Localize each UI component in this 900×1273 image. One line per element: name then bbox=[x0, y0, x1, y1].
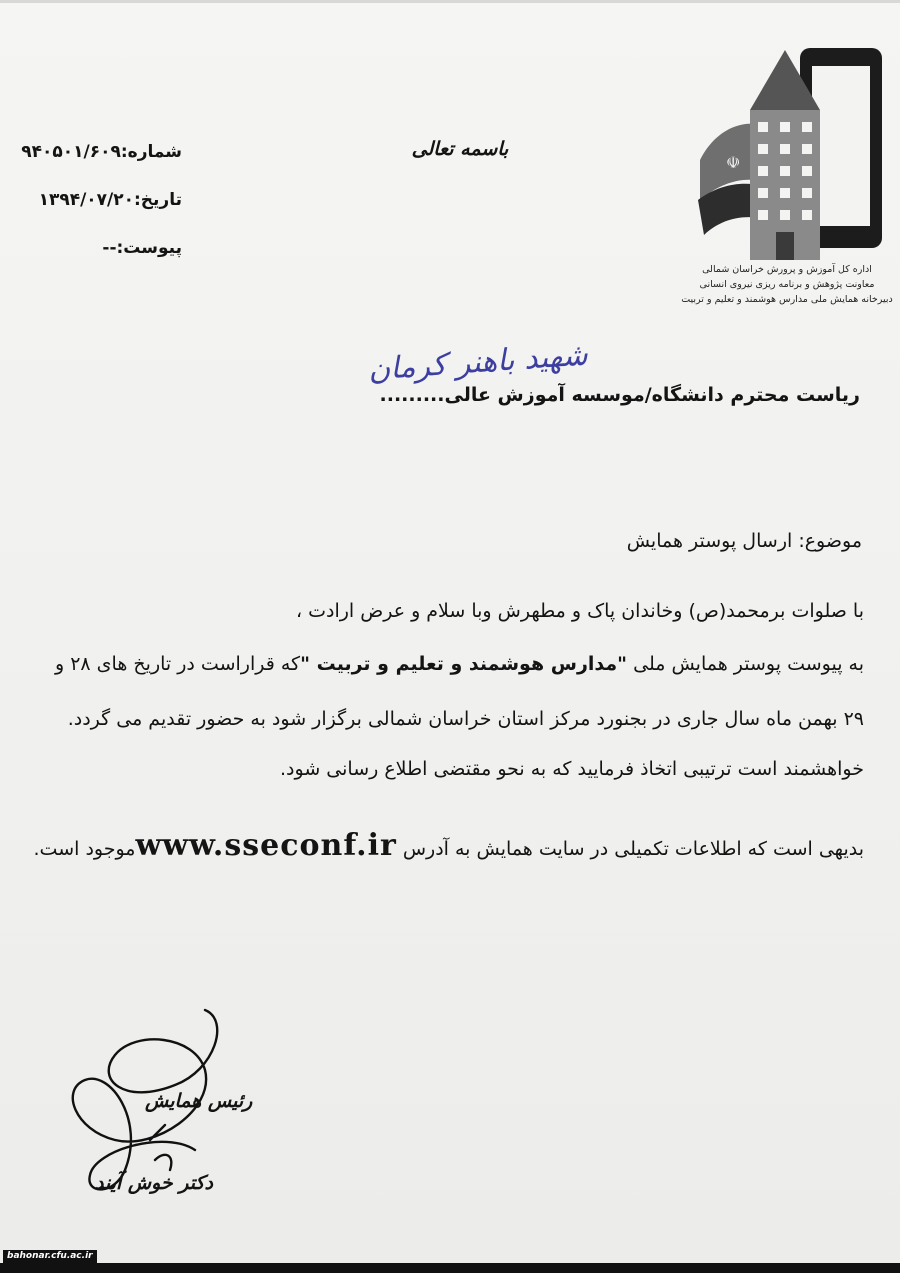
body-line-5 bbox=[24, 828, 864, 863]
salutation: ریاست محترم دانشگاه/موسسه آموزش عالی......... bbox=[379, 384, 860, 406]
conference-name: "مدارس هوشمند و تعلیم و تربیت " bbox=[300, 653, 628, 675]
scan-bottom-edge bbox=[0, 1263, 900, 1273]
website-link[interactable]: www.sseconf.ir bbox=[135, 828, 397, 863]
subject-line: موضوع: ارسال پوستر همایش bbox=[626, 530, 862, 552]
org-line-1: اداره کل آموزش و پرورش خراسان شمالی bbox=[702, 264, 872, 275]
org-line-2: معاونت پژوهش و برنامه ریزی نیروی انسانی bbox=[699, 279, 875, 290]
org-line-3: دبیرخانه همایش ملی مدارس هوشمند و تعلیم و تربیت bbox=[681, 294, 893, 305]
reference-block bbox=[22, 128, 182, 272]
signatory-title: رئیس همایش bbox=[145, 1090, 253, 1112]
body-line-5-end: موجود است. bbox=[33, 838, 136, 860]
letter-date: تاریخ:۱۳۹۴/۰۷/۲۰ bbox=[38, 190, 182, 210]
source-watermark: bahonar.cfu.ac.ir bbox=[3, 1250, 97, 1263]
logo-caption bbox=[672, 262, 900, 307]
body-line-1: با صلوات برمحمد(ص) وخاندان پاک و مطهرش وبا سلام و عرض ارادت ، bbox=[295, 600, 864, 622]
body-line-2-end: که قراراست در تاریخ های ۲۸ و bbox=[55, 653, 301, 675]
body-line-5-start: بدیهی است که اطلاعات تکمیلی در سایت همایش به آدرس bbox=[396, 838, 864, 860]
handwritten-university: شهید باهنر کرمان bbox=[367, 337, 589, 388]
scan-edge bbox=[0, 0, 900, 3]
svg-text:☫: ☫ bbox=[726, 153, 741, 172]
body-line-2 bbox=[24, 653, 864, 675]
letter-attachment: پیوست:-- bbox=[102, 238, 182, 258]
signatory-name: دکتر خوش آیند bbox=[95, 1172, 213, 1194]
basmala: باسمه تعالی bbox=[411, 138, 509, 160]
letter-number: شماره:۹۴۰۵۰۱/۶۰۹ bbox=[21, 142, 182, 162]
body-line-2-start: به پیوست پوستر همایش ملی bbox=[627, 653, 864, 675]
body-line-4: خواهشمند است ترتیبی اتخاذ فرمایید که به نحو مقتضی اطلاع رسانی شود. bbox=[280, 758, 864, 780]
body-line-3: ۲۹ بهمن ماه سال جاری در بجنورد مرکز استان خراسان شمالی برگزار شود به حضور تقدیم می گردد. bbox=[67, 708, 864, 730]
